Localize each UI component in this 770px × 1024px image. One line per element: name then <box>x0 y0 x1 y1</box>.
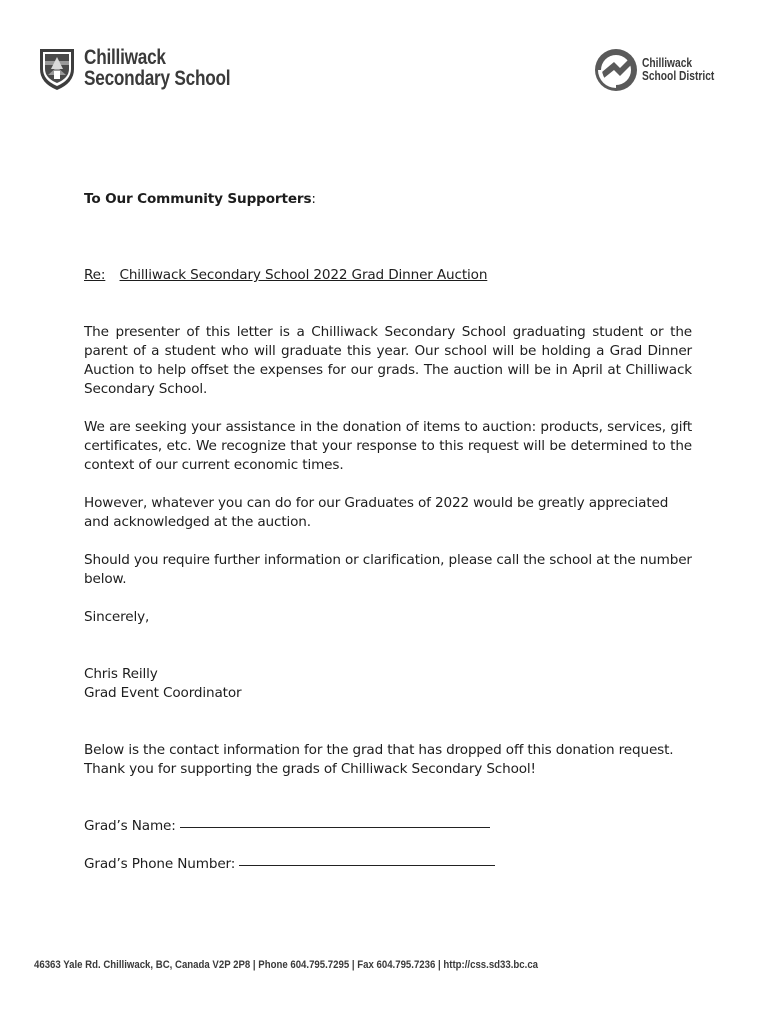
school-name-line2: Secondary School <box>84 67 231 90</box>
salutation-colon: : <box>311 191 316 207</box>
signer-title: Grad Event Coordinator <box>84 685 242 701</box>
grad-phone-label: Grad’s Phone Number: <box>84 856 236 872</box>
grad-phone-blank[interactable] <box>239 865 495 866</box>
grad-name-label: Grad’s Name: <box>84 818 176 834</box>
paragraph-appreciation: However, whatever you can do for our Graduates of 2022 would be greatly appreciated and acknowledged at the auction. <box>84 495 669 530</box>
salutation <box>84 190 692 209</box>
school-name <box>84 47 248 89</box>
footer-address: 46363 Yale Rd. Chilliwack, BC, Canada V2P 2P8 | Phone 604.795.7295 | Fax 604.795.7236 | http://css.sd33.bc.ca <box>34 959 539 971</box>
salutation-text: To Our Community Supporters <box>84 191 312 207</box>
letter-body <box>84 190 692 874</box>
re-label: Re: <box>84 267 106 283</box>
signer-name: Chris Reilly <box>84 666 158 682</box>
district-logo-icon <box>594 48 638 92</box>
contact-intro: Below is the contact information for the grad that has dropped off this donation request. Thank you for supporting the grads of Chilliwack Secondary School! <box>84 742 674 777</box>
school-logo <box>38 45 284 91</box>
school-crest-icon <box>38 45 76 91</box>
paragraph-request: We are seeking your assistance in the donation of items to auction: products, services, gift certificates, etc. We recognize that your response to this request will be determined to the context of our current economic times. <box>84 419 692 473</box>
grad-name-blank[interactable] <box>180 827 490 828</box>
closing: Sincerely, <box>84 609 150 625</box>
re-subject: Chilliwack Secondary School 2022 Grad Dinner Auction <box>119 267 488 283</box>
re-line <box>84 266 692 285</box>
grad-name-field <box>84 817 692 836</box>
grad-phone-field <box>84 855 692 874</box>
paragraph-intro: The presenter of this letter is a Chilliwack Secondary School graduating student or the parent of a student who will graduate this year. Our school will be holding a Grad Dinner Auction to help offset the expenses for our grads. The auction will be in April at Chilliwack Secondary School. <box>84 324 692 397</box>
district-name-line2: School District <box>642 69 715 83</box>
school-name-line1: Chilliwack <box>84 46 166 69</box>
paragraph-contact: Should you require further information or clarification, please call the school at the number below. <box>84 552 692 587</box>
district-logo <box>594 48 732 92</box>
district-name <box>642 57 716 83</box>
district-name-line1: Chilliwack <box>642 56 693 70</box>
